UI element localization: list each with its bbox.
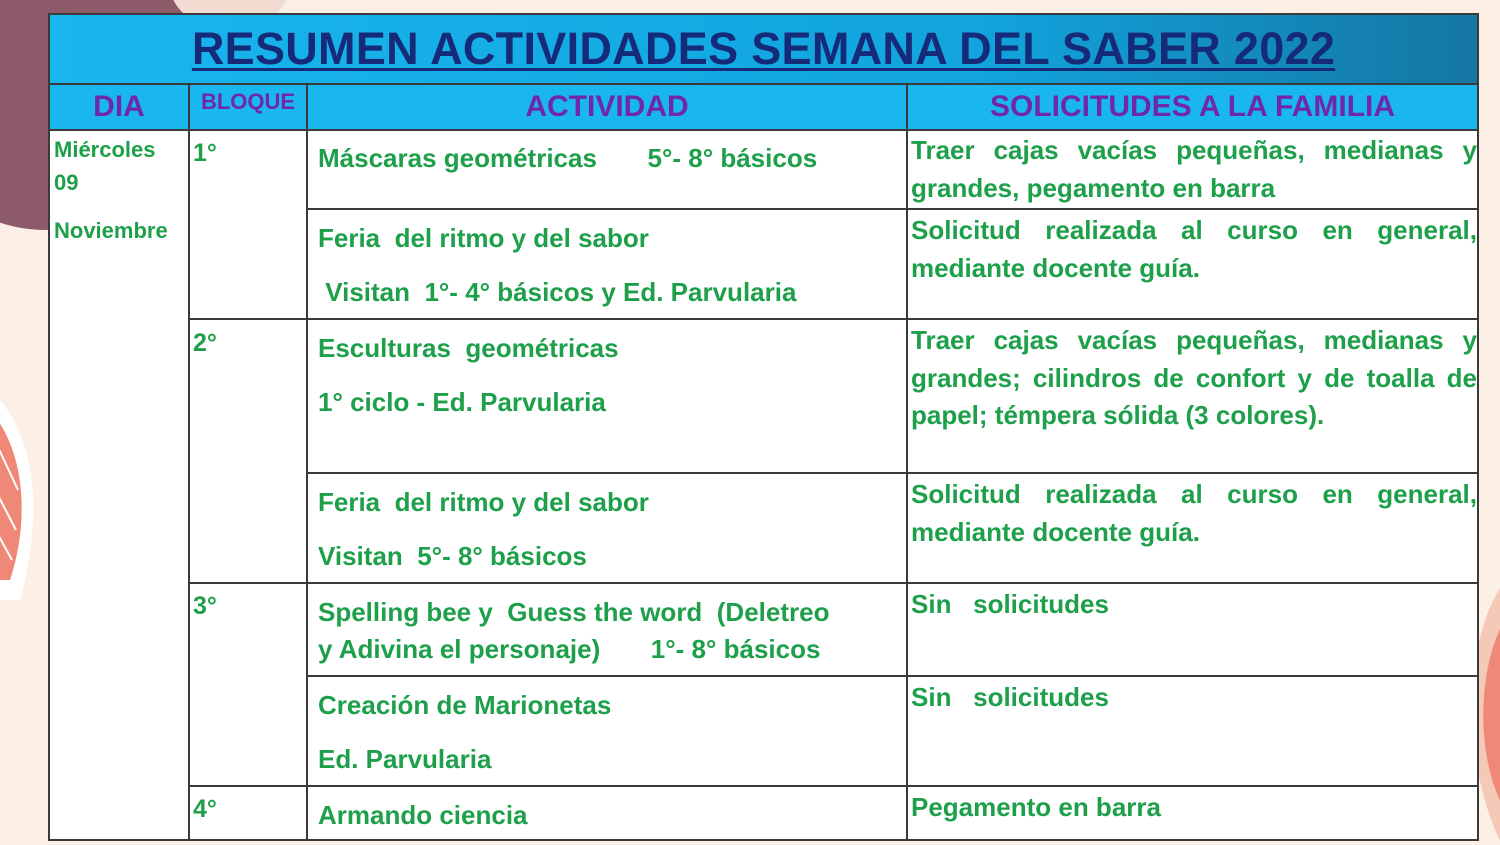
request-text: Sin solicitudes	[911, 682, 1109, 712]
activity-text: Esculturas geométricas	[318, 333, 619, 363]
title-bar	[50, 15, 1477, 85]
activity-text: Máscaras geométricas 5°- 8° básicos	[318, 143, 818, 173]
request-text: Traer cajas vacías pequeñas, medianas y grandes; cilindros de confort y de toalla de papel; témpera sólida (3 colores).	[911, 325, 1477, 430]
activity-text: 1° ciclo - Ed. Parvularia	[318, 387, 606, 417]
column-divider	[906, 85, 908, 841]
activity-text: Visitan 1°- 4° básicos y Ed. Parvularia	[318, 277, 797, 307]
leaf-decoration	[0, 390, 50, 600]
row-divider	[188, 785, 1477, 787]
header-dia: DIA	[93, 90, 145, 123]
day-number: 09	[54, 170, 79, 195]
block-label: 3°	[193, 592, 217, 620]
activity-summary-table	[48, 13, 1479, 841]
activity-text: Ed. Parvularia	[318, 744, 492, 774]
request-text: Sin solicitudes	[911, 589, 1109, 619]
activity-text: Armando ciencia	[318, 800, 528, 830]
column-divider	[306, 85, 308, 841]
activity-text: Feria del ritmo y del sabor	[318, 223, 649, 253]
block-label: 2°	[193, 329, 217, 357]
row-divider	[188, 582, 1477, 584]
activity-text: Visitan 5°- 8° básicos	[318, 541, 587, 571]
block-label: 4°	[193, 795, 217, 823]
request-text: Solicitud realizada al curso en general, mediante docente guía.	[911, 215, 1477, 283]
row-divider	[306, 208, 1477, 210]
request-text: Pegamento en barra	[911, 792, 1161, 822]
table-header-row	[50, 85, 1477, 131]
header-actividad: ACTIVIDAD	[525, 90, 689, 123]
header-solicitudes: SOLICITUDES A LA FAMILIA	[990, 90, 1395, 123]
request-text: Traer cajas vacías pequeñas, medianas y grandes, pegamento en barra	[911, 135, 1477, 203]
block-label: 1°	[193, 139, 217, 167]
column-divider	[188, 85, 190, 841]
header-bloque: BLOQUE	[200, 89, 296, 114]
row-divider	[306, 472, 1477, 474]
row-divider	[306, 675, 1477, 677]
day-name: Miércoles	[54, 137, 156, 162]
activity-text: Creación de Marionetas	[318, 690, 612, 720]
activity-text: y Adivina el personaje) 1°- 8° básicos	[318, 634, 821, 664]
day-month: Noviembre	[54, 218, 168, 243]
activity-text: Feria del ritmo y del sabor	[318, 487, 649, 517]
request-text: Solicitud realizada al curso en general, mediante docente guía.	[911, 479, 1477, 547]
activity-text: Spelling bee y Guess the word (Deletreo	[318, 597, 830, 627]
page-title: RESUMEN ACTIVIDADES SEMANA DEL SABER 2022	[191, 23, 1336, 74]
row-divider	[188, 318, 1477, 320]
